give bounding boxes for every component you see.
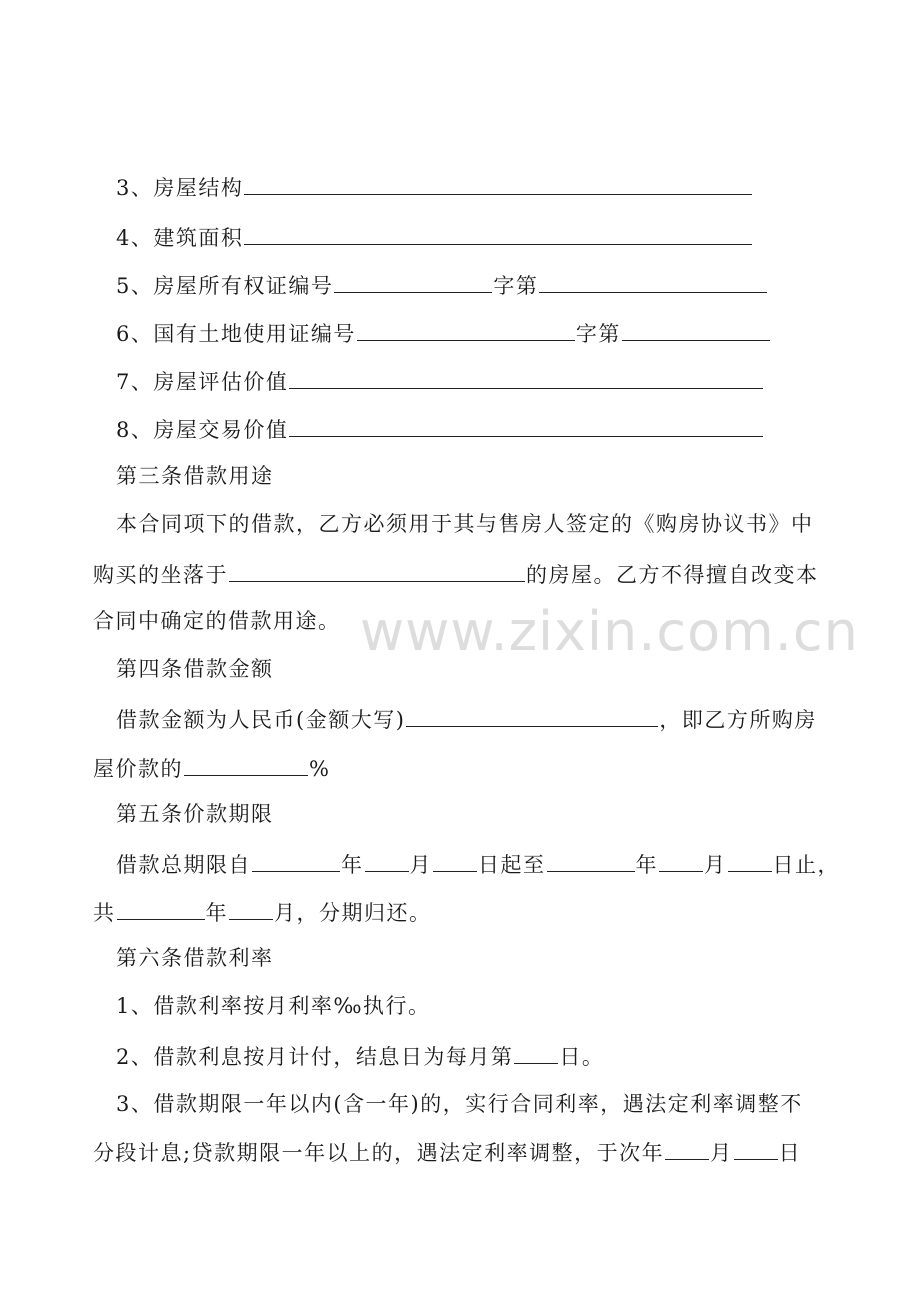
blank-field[interactable] [244,222,752,245]
article-3-text-b: 的房屋。乙方不得擅自改变本 [526,563,819,587]
text-segment: 日。 [559,1045,605,1069]
blank-field[interactable] [734,1137,778,1160]
item-3-line [116,172,753,203]
text-segment: 借款总期限自 [116,853,251,877]
text-segment: 共 [93,901,116,925]
text-segment: 月 [704,853,727,877]
item-8-line [116,414,764,445]
article-3-para-1: 本合同项下的借款，乙方必须用于其与售房人签定的《购房协议书》中 [116,512,814,536]
item-6-line [116,318,771,349]
text-segment: 月 [409,853,432,877]
article-4-title: 第四条借款金额 [116,657,274,681]
blank-field[interactable] [229,897,273,920]
blank-field[interactable] [184,753,308,776]
item-5-label: 5、房屋所有权证编号 [116,274,334,298]
text-segment: 日止， [772,853,840,877]
article-5-para-2 [93,897,432,928]
text-segment: 年 [635,853,658,877]
blank-field[interactable] [229,559,525,582]
blank-field[interactable] [357,318,575,341]
text-segment: 月，分期归还。 [274,901,432,925]
blank-field[interactable] [514,1041,558,1064]
item-5-line [116,270,768,301]
item-6-mid: 字第 [575,322,621,346]
text-segment: 年 [341,853,364,877]
blank-field[interactable] [406,704,658,727]
article-6-line-4 [93,1137,801,1168]
item-3-label: 3、房屋结构 [116,176,244,200]
text-segment: 日起至 [478,853,546,877]
blank-field[interactable] [289,414,763,437]
item-4-label: 4、建筑面积 [116,226,244,250]
blank-field[interactable] [289,366,763,389]
article-4-para-1 [116,704,817,735]
blank-field[interactable] [244,172,752,195]
item-6-label: 6、国有土地使用证编号 [116,322,356,346]
article-6-line-2 [116,1041,604,1072]
blank-field[interactable] [547,849,635,872]
article-6-title: 第六条借款利率 [116,946,274,970]
blank-field[interactable] [659,849,703,872]
blank-field[interactable] [433,849,477,872]
article-4-text-b: ，即乙方所购房 [659,708,817,732]
item-4-line [116,222,753,253]
article-3-para-3: 合同中确定的借款用途。 [93,609,341,633]
blank-field[interactable] [728,849,772,872]
blank-field[interactable] [539,270,767,293]
article-4-para-2 [93,753,330,784]
item-8-label: 8、房屋交易价值 [116,418,289,442]
text-segment: 2、借款利息按月计付，结息日为每月第 [116,1045,514,1069]
watermark: www.zixin.com.cn [360,600,859,663]
article-6-line-3: 3、借款期限一年以内(含一年)的，实行合同利率，遇法定利率调整不 [116,1092,803,1116]
text-segment: 年 [205,901,228,925]
blank-field[interactable] [252,849,340,872]
article-6-line-1: 1、借款利率按月利率‰执行。 [116,994,431,1018]
blank-field[interactable] [334,270,492,293]
article-4-text-c: 屋价款的 [93,757,183,781]
article-5-para-1 [116,849,840,880]
text-segment: 日 [778,1141,802,1165]
article-3-para-2 [93,559,819,590]
article-3-title: 第三条借款用途 [116,464,274,488]
blank-field[interactable] [117,897,205,920]
text-segment: 分段计息;贷款期限一年以上的，遇法定利率调整，于次年 [93,1141,665,1165]
item-5-mid: 字第 [493,274,539,298]
blank-field[interactable] [665,1137,709,1160]
text-segment: 月 [710,1141,733,1165]
item-7-label: 7、房屋评估价值 [116,370,289,394]
blank-field[interactable] [365,849,409,872]
article-3-text-a: 购买的坐落于 [93,563,228,587]
article-5-title: 第五条价款期限 [116,802,274,826]
blank-field[interactable] [622,318,770,341]
article-4-percent: % [309,757,331,781]
item-7-line [116,366,764,397]
article-4-text-a: 借款金额为人民币(金额大写) [116,708,406,732]
